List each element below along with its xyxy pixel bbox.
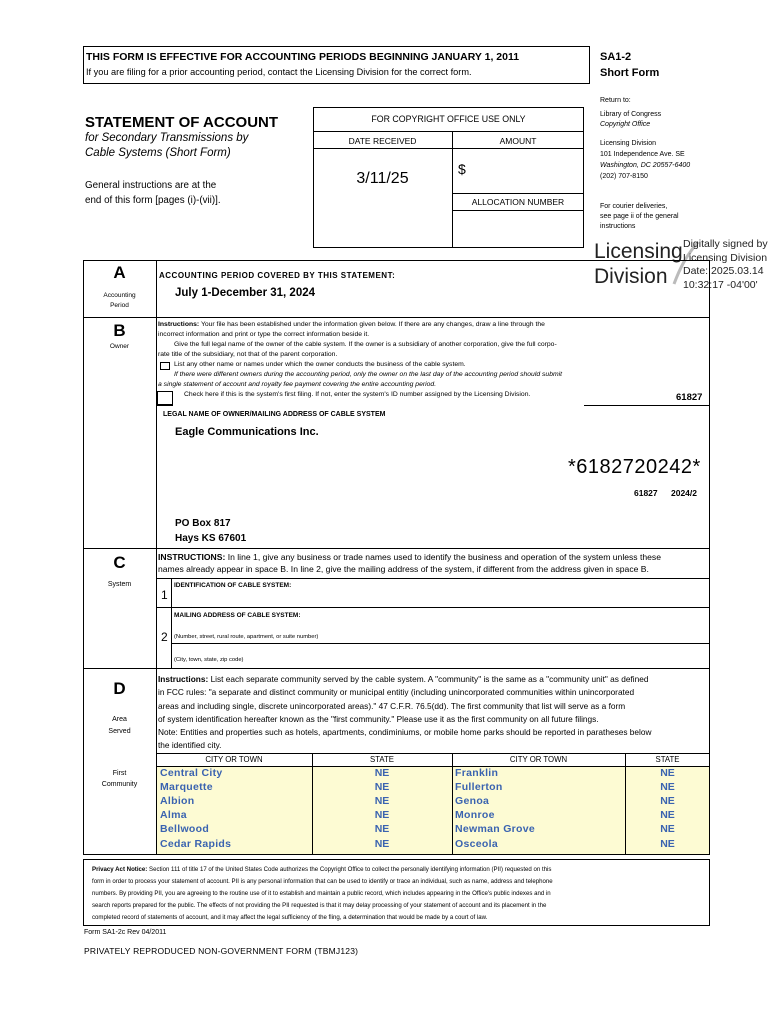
privacy-label: Privacy Act Notice: (92, 866, 148, 873)
form-code: SA1-2 (600, 51, 632, 63)
section-d-note-1: Note: Entities and properties such as hotels, apartments, condiminiums, or mobile home parks should be reported in paratheses below (158, 727, 652, 738)
section-b-instr-label: Instructions: (158, 321, 200, 328)
signature-detail-4: 10:32:17 -04'00' (683, 279, 758, 291)
general-instructions-1: General instructions are at the (85, 180, 217, 191)
section-c-instr-2: names already appear in space B. In line 2, give the mailing address of the system, if different from the address given in space B. (158, 564, 649, 574)
col-city-left: CITY OR TOWN (205, 755, 263, 764)
prior-line: If you are filing for a prior accounting period, contact the Licensing Division for the correct form. (86, 67, 472, 77)
community-city[interactable]: Franklin (455, 767, 499, 779)
community-city[interactable]: Genoa (455, 795, 490, 807)
section-b-instr-3: Give the full legal name of the owner of the cable system. If the owner is a subsidiary of another corporation, give the full corpo- (174, 341, 557, 348)
section-d-instr-4: of system identification hereafter known as the "first community." Please use it as the first community on all future filings. (158, 713, 599, 724)
community-state[interactable]: NE (374, 823, 390, 835)
community-state[interactable]: NE (660, 809, 675, 821)
title-sub-2: Cable Systems (Short Form) (85, 147, 231, 159)
community-state[interactable]: NE (374, 809, 390, 821)
section-d-side-2: Served (108, 728, 131, 735)
section-b-instr-1: Your file has been established under the information given below. If there are any changes, draw a line through the (200, 321, 545, 328)
privacy-line-2: form in order to process your statement of account. PII is any personal information that can be used to identify or trace an individual, such as name, address and telephone (92, 878, 553, 885)
mailing-address-label: MAILING ADDRESS OF CABLE SYSTEM: (174, 612, 301, 619)
barcode-text: *6182720242* (568, 456, 701, 478)
section-c-letter: C (113, 553, 126, 572)
signature-name-1: Licensing (594, 240, 683, 263)
community-state[interactable]: NE (660, 838, 675, 850)
community-city[interactable]: Alma (160, 809, 187, 821)
return-line-3: Licensing Division (600, 140, 657, 147)
first-filing-checkbox[interactable] (157, 391, 173, 405)
cable-id-field[interactable] (172, 592, 709, 606)
return-line-1: Library of Congress (600, 111, 662, 118)
section-b-instr-8: Check here if this is the system's first filing. If not, enter the system's ID number assigned by the Licensing Division. (184, 391, 531, 398)
first-community-1: First (112, 770, 127, 777)
section-c-side: System (107, 581, 132, 588)
allocation-label: ALLOCATION NUMBER (471, 197, 565, 207)
line-2-number: 2 (161, 630, 168, 644)
section-c-instr-label: INSTRUCTIONS: (158, 552, 226, 562)
community-state[interactable]: NE (660, 795, 675, 807)
city-hint: (City, town, state, zip code) (174, 657, 244, 663)
section-b-side: Owner (109, 343, 130, 350)
return-line-9: instructions (600, 223, 636, 230)
owner-address-2[interactable]: Hays KS 67601 (175, 533, 247, 544)
col-city-right: CITY OR TOWN (509, 755, 568, 764)
cable-id-label: IDENTIFICATION OF CABLE SYSTEM: (174, 582, 292, 589)
section-d-letter: D (113, 679, 126, 698)
section-b-instr-4: rate title of the subsidiary, not that of the parent corporation. (158, 351, 338, 358)
private-reproduction: PRIVATELY REPRODUCED NON-GOVERNMENT FORM (TBMJ123) (84, 946, 359, 956)
title-sub-1: for Secondary Transmissions by (85, 132, 249, 144)
section-b-instr-7: a single statement of account and royalty fee payment covering the entire accounting period. (158, 381, 437, 388)
owner-name[interactable]: Eagle Communications Inc. (175, 426, 319, 438)
community-state[interactable]: NE (374, 767, 390, 779)
community-state[interactable]: NE (374, 795, 390, 807)
section-a-letter: A (113, 263, 126, 282)
page-title: STATEMENT OF ACCOUNT (85, 114, 279, 131)
system-id-value: 61827 (676, 392, 703, 403)
community-state[interactable]: NE (374, 838, 390, 850)
signature-detail-3: Date: 2025.03.14 (683, 265, 764, 277)
community-city[interactable]: Bellwood (160, 823, 210, 835)
legal-name-label: LEGAL NAME OF OWNER/MAILING ADDRESS OF CABLE SYSTEM (163, 411, 386, 418)
form-revision: Form SA1-2c Rev 04/2011 (84, 929, 167, 936)
privacy-line-1: Section 111 of title 17 of the United States Code authorizes the Copyright Office to collect the personally identifying information (PII) requested on this (149, 866, 552, 873)
accounting-period-value: July 1-December 31, 2024 (175, 287, 316, 299)
community-city[interactable]: Fullerton (455, 781, 503, 793)
section-d-side-1: Area (112, 716, 127, 723)
return-line-8: see page ii of the general (600, 213, 679, 220)
section-b-instr-5: List any other name or names under which the owner conducts the business of the cable system. (174, 361, 466, 368)
col-state-right: STATE (655, 755, 680, 764)
community-state[interactable]: NE (374, 781, 390, 793)
section-c-instr-1: In line 1, give any business or trade names used to identify the business and operation of the system unless these (227, 552, 662, 562)
privacy-line-5: completed record of statements of account, and it may affect the legal sufficiency of the fling, a determination that would be made by a court of law. (92, 914, 488, 921)
col-state-left: STATE (370, 755, 394, 764)
section-a-side-1: Accounting (103, 292, 136, 299)
community-city[interactable]: Central City (160, 767, 223, 779)
code-1: 61827 (634, 488, 658, 498)
owner-address-1[interactable]: PO Box 817 (175, 518, 231, 529)
return-line-7: For courier deliveries, (600, 203, 668, 210)
community-city[interactable]: Cedar Rapids (160, 838, 232, 850)
line-1-number: 1 (161, 588, 168, 602)
community-city[interactable]: Albion (160, 795, 195, 807)
street-hint: (Number, street, rural route, apartment, or suite number) (174, 634, 319, 640)
date-received-value: 3/11/25 (356, 170, 409, 187)
section-b-instr-2: incorrect information and print or type the correct information beside it. (158, 331, 370, 338)
amount-value: $ (458, 161, 466, 177)
date-received-label: DATE RECEIVED (348, 136, 417, 146)
effective-line: THIS FORM IS EFFECTIVE FOR ACCOUNTING PERIODS BEGINNING JANUARY 1, 2011 (86, 51, 520, 63)
section-a-side-2: Period (110, 302, 129, 309)
signature-detail-1: Digitally signed by (683, 238, 768, 250)
general-instructions-2: end of this form [pages (i)-(vii)]. (85, 195, 221, 206)
return-line-4: 101 Independence Ave. SE (600, 151, 685, 158)
community-state[interactable]: NE (660, 767, 675, 779)
community-state[interactable]: NE (660, 823, 675, 835)
section-d-note-2: the identified city. (158, 740, 222, 751)
amount-label: AMOUNT (499, 136, 537, 146)
community-city[interactable]: Newman Grove (455, 823, 536, 835)
return-line-5: Washington, DC 20557-6400 (600, 162, 691, 169)
section-b-instr-6: If there were different owners during the accounting period, only the owner on the last day of the accounting period should submit (174, 371, 563, 378)
return-line-2: Copyright Office (600, 121, 651, 128)
return-line-6: (202) 707-8150 (600, 173, 648, 180)
section-d-instr-2: in FCC rules: "a separate and distinct community or municipal entitiy (including unincorporated communities within unincorporated (158, 687, 635, 698)
section-d-instr-3: areas and including single, discrete unincorporated areas)." 47 C.F.R. 76.5(dd). The first community that list will serve as a form (158, 700, 626, 711)
return-to-label: Return to: (600, 97, 631, 104)
community-city[interactable]: Osceola (455, 838, 498, 850)
office-use-heading: FOR COPYRIGHT OFFICE USE ONLY (371, 114, 526, 124)
section-d-instr-label: Instructions: (158, 674, 209, 684)
section-b-letter: B (113, 321, 126, 340)
community-city[interactable]: Marquette (160, 781, 213, 793)
community-state[interactable]: NE (660, 781, 675, 793)
form-name: Short Form (600, 67, 660, 79)
first-community-2: Community (101, 781, 138, 788)
other-names-checkbox[interactable] (160, 362, 170, 370)
code-2: 2024/2 (671, 488, 697, 498)
accounting-period-heading: ACCOUNTING PERIOD COVERED BY THIS STATEMENT: (159, 271, 396, 280)
privacy-line-3: numbers. By providing PII, you are agreeing to the routine use of it to establish and maintain a public record, which includes appearing in the Office's public indexes and in (92, 890, 551, 897)
section-d-instr-1: List each separate community served by the cable system. A "community" is the same as a "community unit" as defined (210, 674, 649, 684)
signature-detail-2: Licensing Division (683, 252, 768, 264)
community-city[interactable]: Monroe (455, 809, 495, 821)
signature-name-2: Division (594, 265, 668, 288)
privacy-line-4: search reports prepared for the public. The effects of not providing the PII requested is that it may delay processing of your statement of account and its placement in the (92, 902, 547, 909)
